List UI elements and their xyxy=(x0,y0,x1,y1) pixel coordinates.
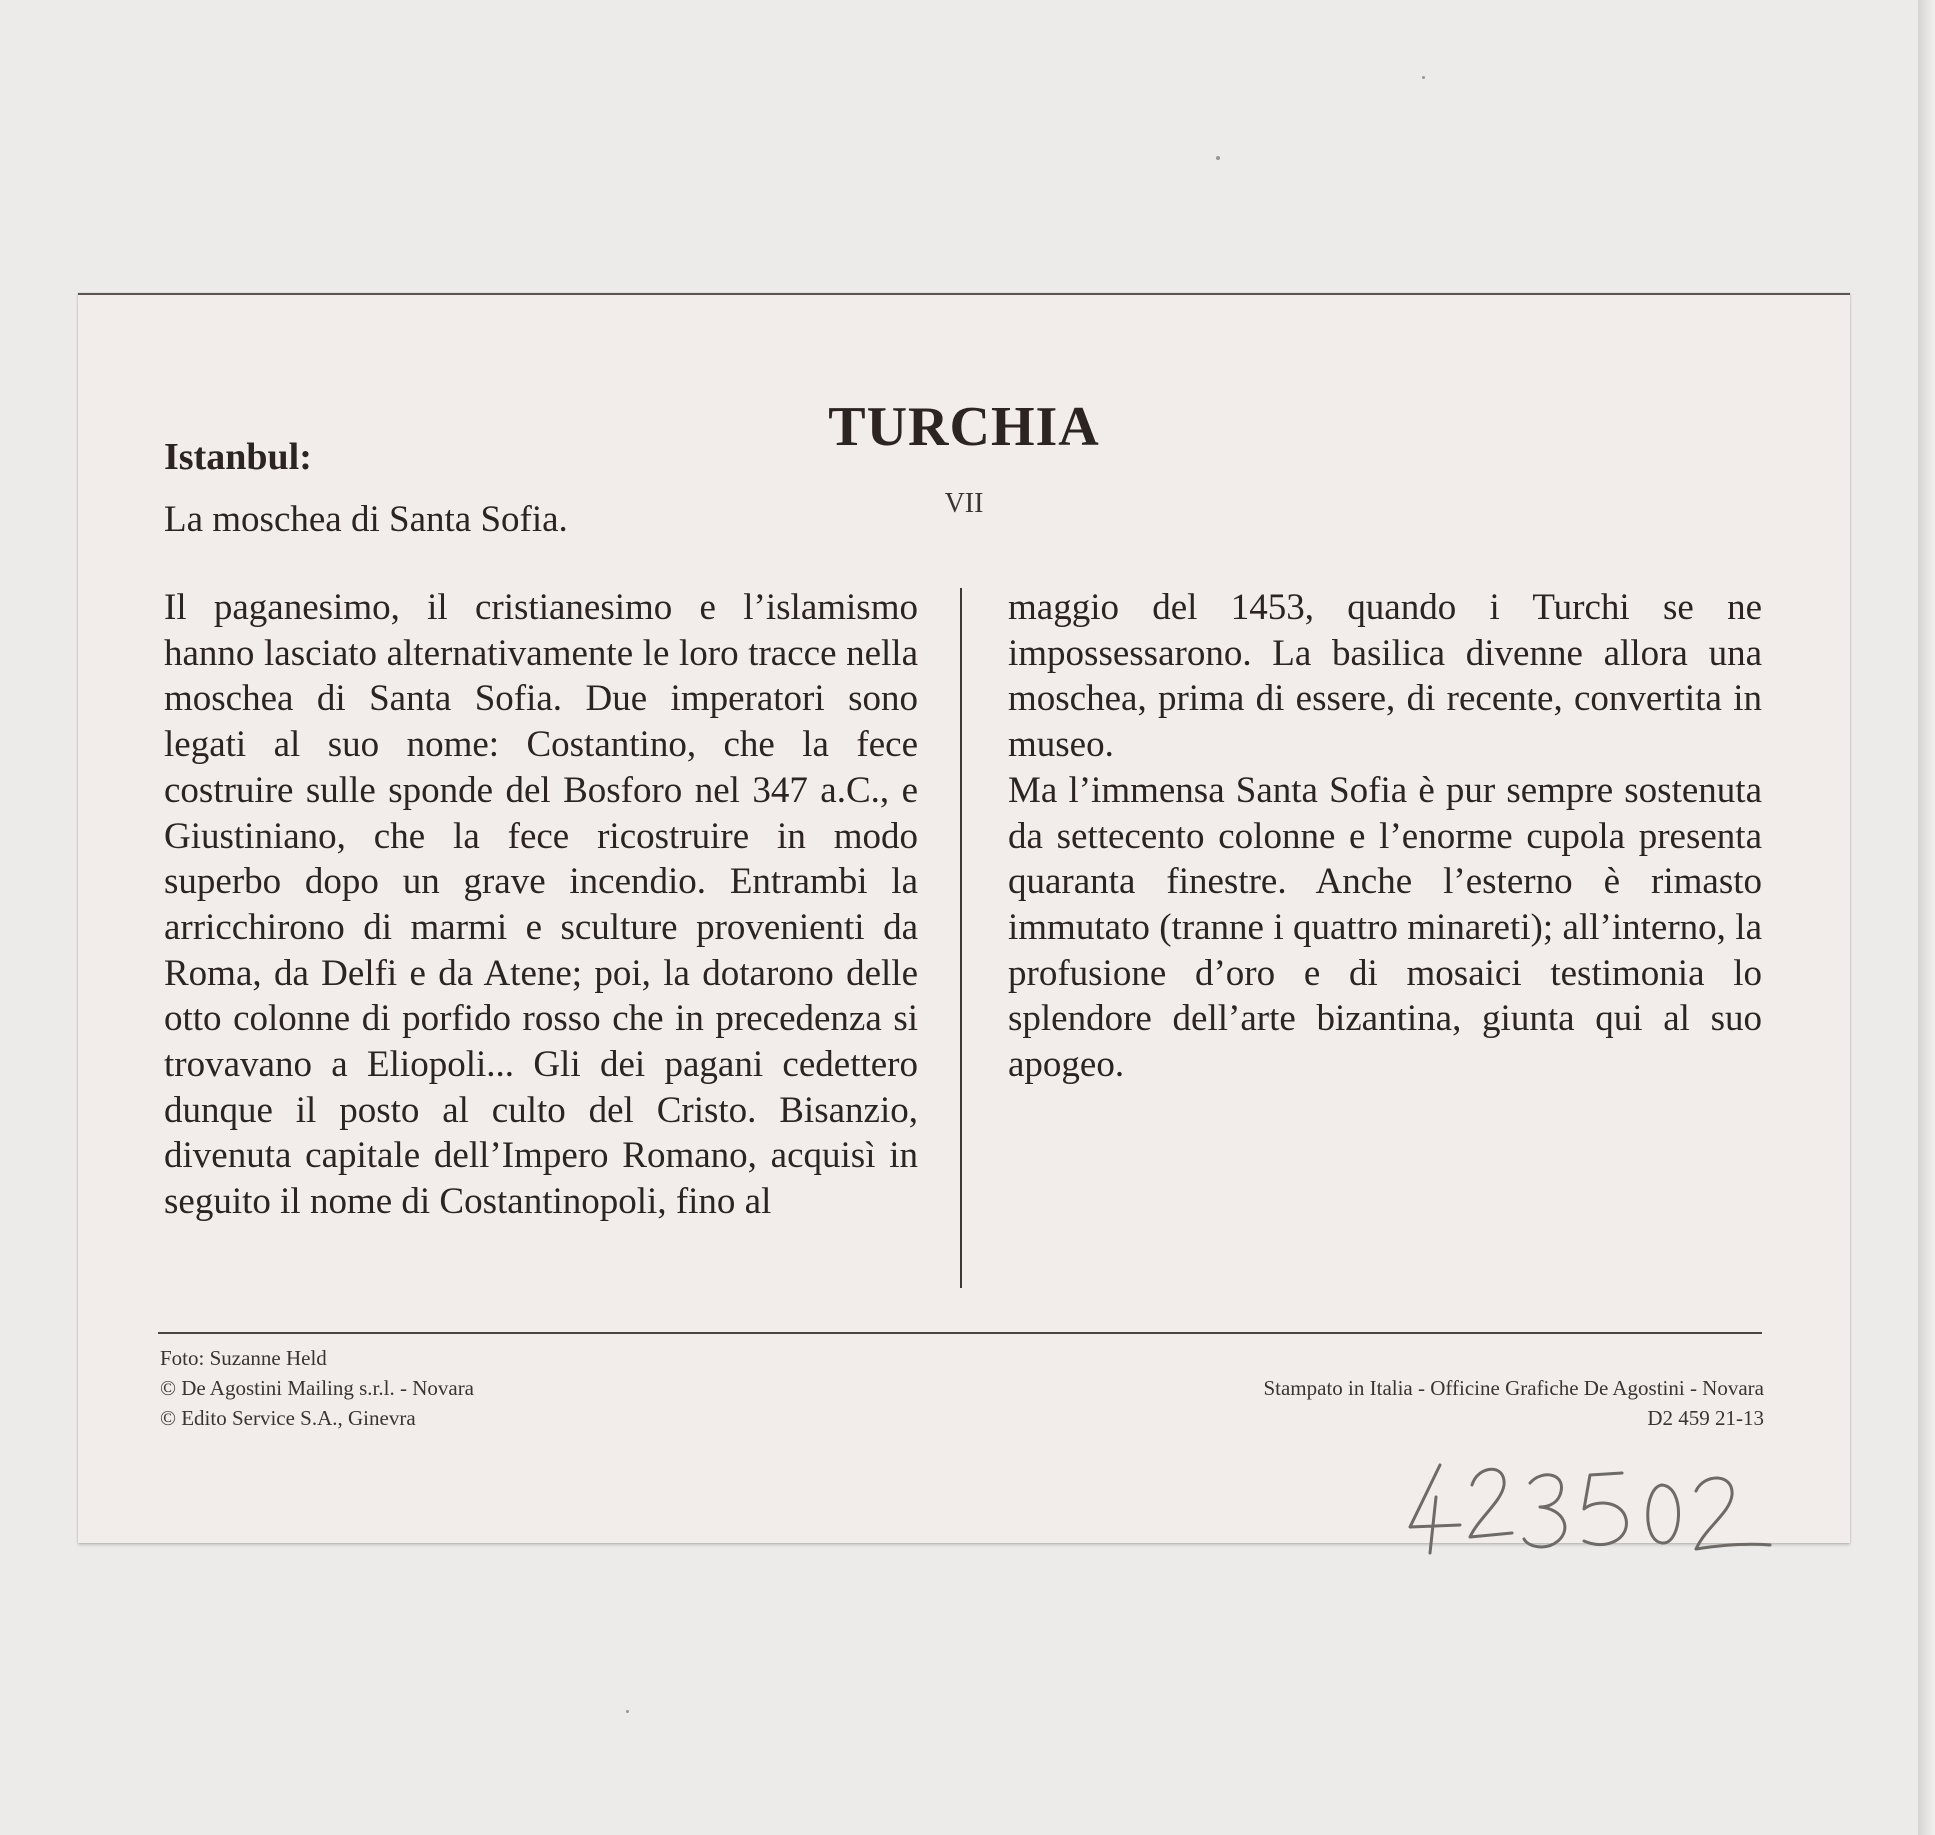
printer-code: D2 459 21-13 xyxy=(1647,1406,1764,1430)
card-numeral: VII xyxy=(944,488,984,519)
place-heading: Istanbul: xyxy=(164,436,312,478)
printer-block xyxy=(1263,1373,1764,1433)
card-title: TURCHIA xyxy=(828,396,1100,458)
postcard-back xyxy=(78,293,1850,1543)
credits-block xyxy=(160,1343,474,1433)
paragraph: Il paganesimo, il cristianesimo e l’islamismo hanno lasciato alternativamente le loro tracce nella moschea di Santa Sofia. Due imperatori sono legati al suo nome: Costantino, che la fece costruire sulle sponde del Bosforo nel 347 a.C., e Giustiniano, che la fece ricostruire in modo superbo dopo un grave incendio. Entrambi la arricchirono di marmi e sculture provenienti da Roma, da Delfi e da Atene; poi, la dotarono delle otto colonne di porfido rosso che in precedenza si trovavano a Eliopoli... Gli dei pagani cedettero dunque il posto al culto del Cristo. Bisanzio, divenuta capitale dell’Impero Romano, acquisì in seguito il nome di Costantinopoli, fino al xyxy=(164,587,918,1223)
page-right-edge xyxy=(1918,0,1935,1835)
card-subtitle: La moschea di Santa Sofia. xyxy=(164,499,568,540)
column-divider xyxy=(960,588,962,1288)
dust-speck xyxy=(1422,76,1425,79)
credit-line: © De Agostini Mailing s.r.l. - Novara xyxy=(160,1376,475,1400)
paragraph: maggio del 1453, quando i Turchi se ne impossessarono. La basilica divenne allora una moschea, prima di essere, di recente, convertita in museo. xyxy=(1008,587,1762,766)
handwritten-number xyxy=(1400,1445,1790,1565)
dust-speck xyxy=(1216,156,1220,160)
paragraph: Ma l’immensa Santa Sofia è pur sempre sostenuta da settecento colonne e l’enorme cupola presenta quaranta finestre. Anche l’esterno è rimasto immutato (tranne i quattro minareti); all’interno, la profusione d’oro e di mosaici testimonia lo splendore dell’arte bizantina, giunta qui al suo apogeo. xyxy=(1008,769,1762,1086)
printer-line: Stampato in Italia - Officine Grafiche De Agostini - Novara xyxy=(1263,1376,1764,1400)
text-column-left xyxy=(164,585,918,1225)
text-column-right xyxy=(1008,585,1762,1088)
dust-speck xyxy=(626,1710,629,1713)
credit-line: Foto: Suzanne Held xyxy=(160,1346,327,1370)
footer-rule xyxy=(158,1332,1762,1334)
credit-line: © Edito Service S.A., Ginevra xyxy=(160,1406,416,1430)
